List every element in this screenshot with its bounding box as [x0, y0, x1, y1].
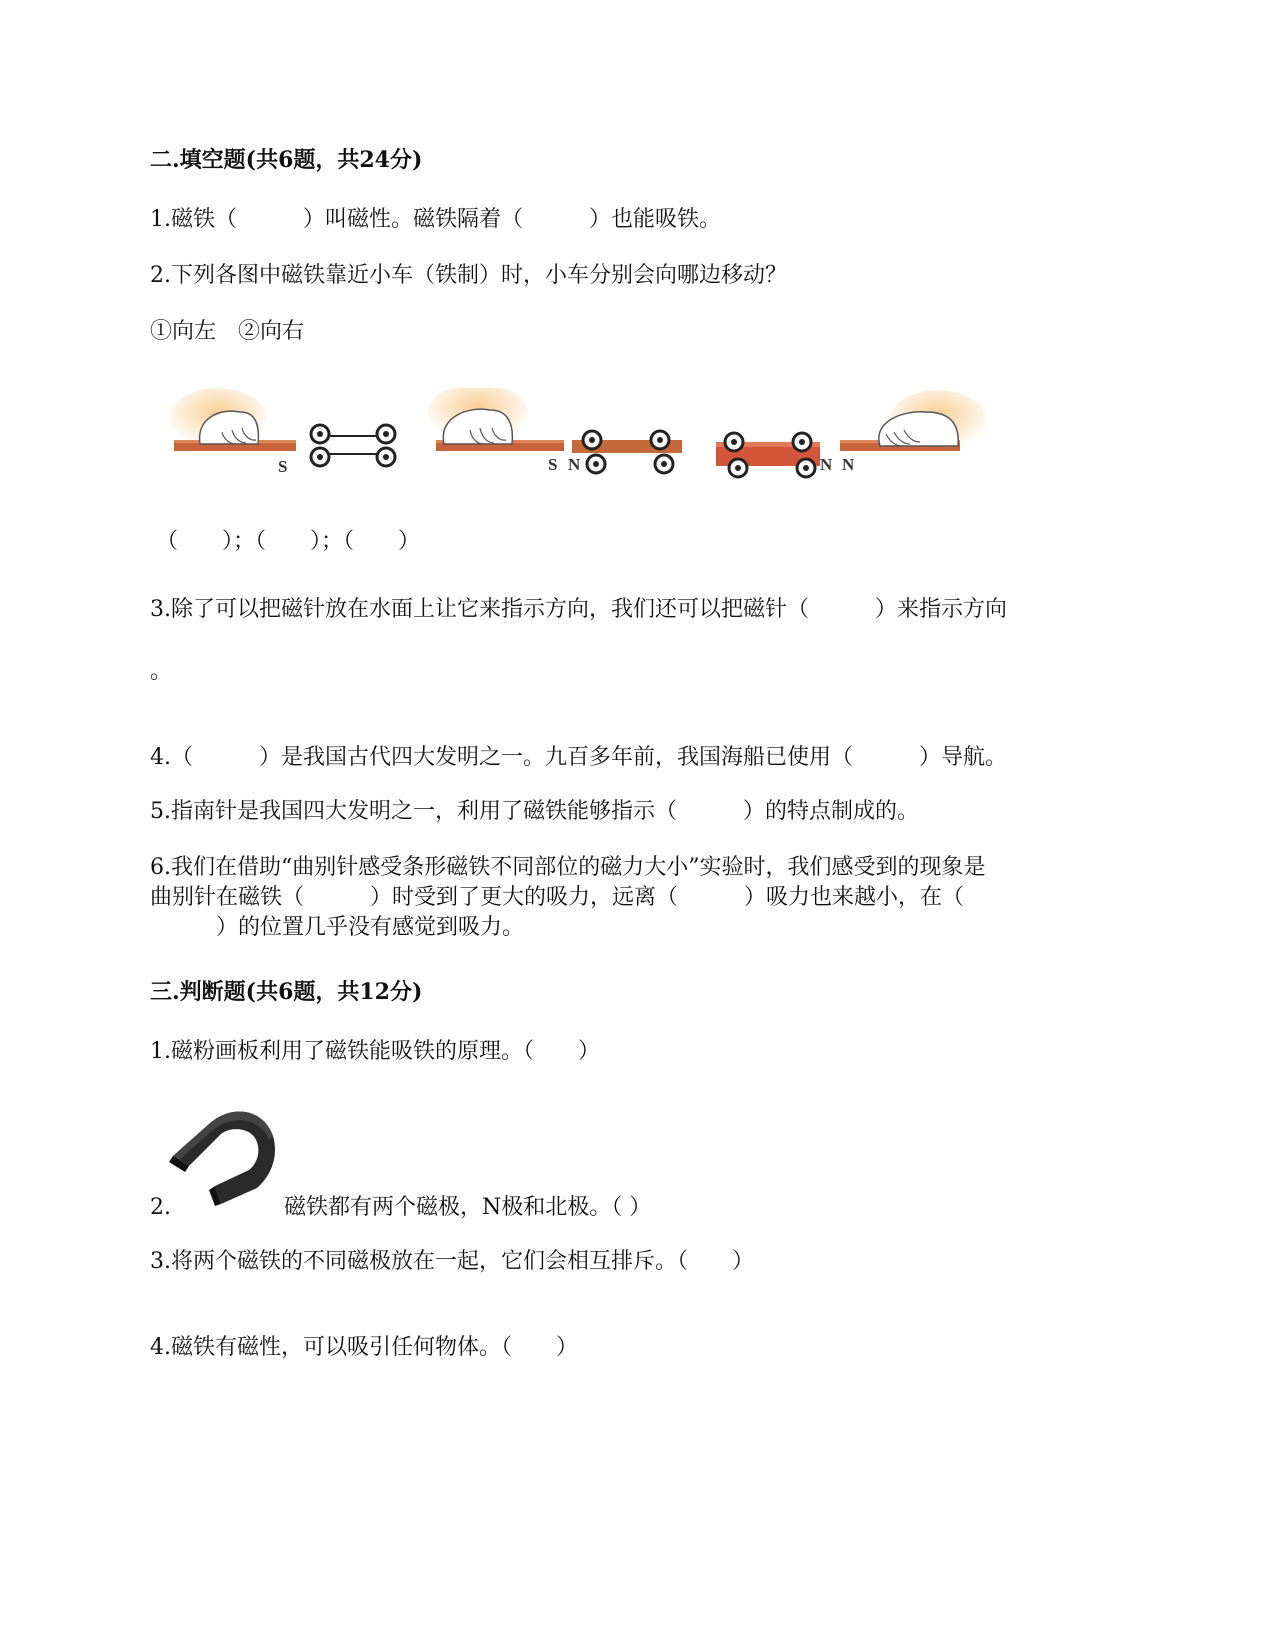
question-2-5: 5.指南针是我国四大发明之一，利用了磁铁能够指示（ ）的特点制成的。 — [150, 799, 919, 824]
question-2-4: 4.（ ）是我国古代四大发明之一。九百多年前，我国海船已使用（ ）导航。 — [150, 745, 1007, 770]
scene-2 — [428, 388, 682, 474]
question-2-2-options: ①向左 ②向右 — [150, 319, 305, 344]
question-3-2-text: 磁铁都有两个磁极，N极和北极。（ ） — [284, 1195, 652, 1220]
question-2-6-line3: ）的位置几乎没有感觉到吸力。 — [150, 915, 525, 940]
question-2-1: 1.磁铁（ ）叫磁性。磁铁隔着（ ）也能吸铁。 — [150, 207, 721, 232]
question-3-1: 1.磁粉画板利用了磁铁能吸铁的原理。（ ） — [150, 1039, 600, 1064]
cart-frame — [311, 425, 395, 466]
question-2-3-tail: 。 — [150, 659, 173, 684]
question-2-2: 2.下列各图中磁铁靠近小车（铁制）时，小车分别会向哪边移动？ — [150, 263, 787, 288]
section3-title: 三.判断题(共6题，共12分) — [150, 979, 423, 1005]
question-2-2-answers: （ ）；（ ）；（ ） — [156, 529, 421, 554]
question-2-3: 3.除了可以把磁针放在水面上让它来指示方向，我们还可以把磁针（ ）来指示方向 — [150, 597, 1007, 622]
scene-3 — [716, 390, 986, 477]
pole-label: S — [548, 455, 558, 474]
pole-label: S — [278, 457, 288, 476]
question-3-4: 4.磁铁有磁性，可以吸引任何物体。（ ） — [150, 1335, 578, 1360]
question-3-2-number: 2. — [150, 1195, 171, 1220]
section2-title: 二.填空题(共6题，共24分) — [150, 147, 423, 173]
horseshoe-magnet-icon — [165, 1100, 285, 1210]
pole-label: N — [820, 455, 833, 474]
question-3-3: 3.将两个磁铁的不同磁极放在一起，它们会相互排斥。（ ） — [150, 1249, 754, 1274]
scene-1 — [170, 388, 395, 476]
pole-label: N — [568, 455, 581, 474]
question-2-6-line1: 6.我们在借助“曲别针感受条形磁铁不同部位的磁力大小”实验时，我们感受到的现象是 — [150, 855, 986, 880]
question-2-6-line2: 曲别针在磁铁（ ）时受到了更大的吸力，远离（ ）吸力也来越小，在（ — [150, 885, 965, 910]
pole-label: N — [842, 455, 855, 474]
magnet-cart-figure — [160, 388, 990, 498]
